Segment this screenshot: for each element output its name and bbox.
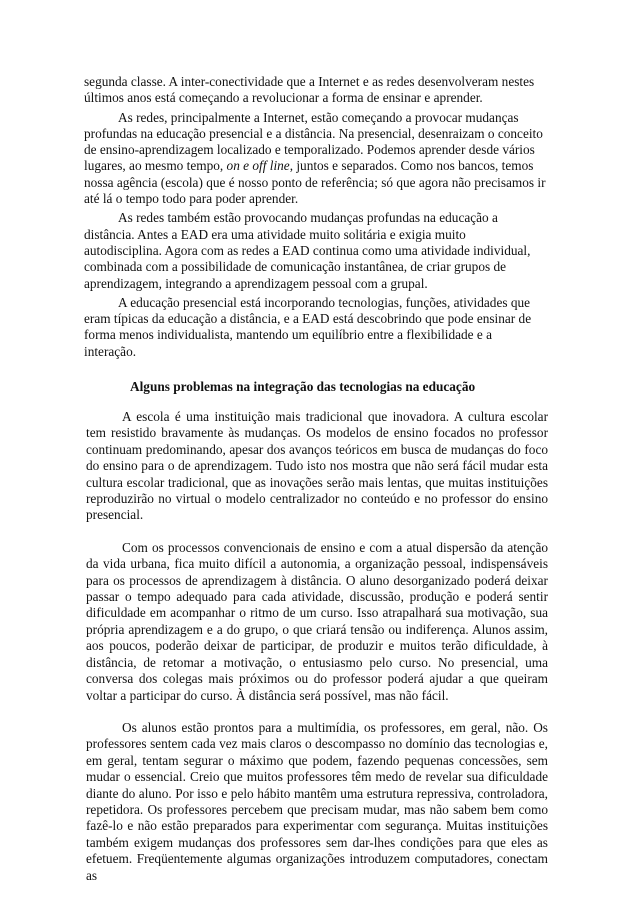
paragraph-text: As redes, principalmente a Internet, estão começando a provocar mudanças profundas na educação presencial e a distância. Na presencial, desenraizam o conceito de ensino-aprendizagem localizado e temporalizado. Podemos aprender desde vários lugares, ao mesmo tempo, bbox=[84, 109, 543, 174]
section-heading: Alguns problemas na integração das tecnologias na educação bbox=[130, 379, 476, 394]
paragraph-distance-education: As redes também estão provocando mudanças profundas na educação a distância. Antes a EAD era uma atividade muito solitária e exigia muito autodisciplina. Agora com as redes a EAD continua como uma atividade individual, combinada com a possibilidade de comunicação instantânea, de criar grupos de aprendizagem, integrando a aprendizagem pessoal com a grupal. bbox=[84, 210, 531, 291]
paragraph-school-culture: A escola é uma instituição mais tradicional que inovadora. A cultura escolar tem resistido bravamente às mudanças. Os modelos de ensino focados no professor continuam predominando, apesar dos avanços teóricos em busca de mudanças do foco do ensino para o de aprendizagem. Tudo isto nos mostra que não será fácil mudar esta cultura escolar tradicional, que as inovações serão mais lentas, que muitas instituições reproduzirão no virtual o modelo centralizador no conteúdo e no professor do ensino presencial. bbox=[86, 409, 548, 523]
section-problems bbox=[86, 409, 548, 900]
section-intro bbox=[84, 74, 546, 363]
paragraph-student-autonomy: Com os processos convencionais de ensino e com a atual dispersão da atenção da vida urbana, fica muito difícil a autonomia, a organização pessoal, indispensáveis para os processos de aprendizagem à distância. O aluno desorganizado poderá deixar passar o tempo adequado para cada atividade, discussão, produção e poderá sentir dificuldade em acompanhar o ritmo de um curso. Isso atrapalhará sua motivação, sua própria aprendizagem e a do grupo, o que criará tensão ou indiferença. Alunos assim, aos poucos, poderão deixar de participar, de produzir e muitos terão dificuldade, à distância, de retomar a motivação, o entusiasmo pelo curso. No presencial, uma conversa dos colegas mais próximos ou do professor poderá ajudar a que queiram voltar a participar do curso. À distância será possível, mas não fácil. bbox=[86, 539, 548, 703]
paragraph-text: , juntos e separados. Como nos bancos, temos nossa agência (escola) que é nosso ponto de referência; só que agora não precisamos ir até lá o tempo todo para poder aprender. bbox=[84, 158, 546, 207]
paragraph-presential-education: A educação presencial está incorporando tecnologias, funções, atividades que eram típicas da educação a distância, e a EAD está descobrindo que pode ensinar de forma menos individualista, mantendo um equilíbrio entre a flexibilidade e a interação. bbox=[84, 294, 532, 359]
paragraph-continuation: segunda classe. A inter-conectividade que a Internet e as redes desenvolveram nestes últimos anos está começando a revolucionar a forma de ensinar e aprender. bbox=[84, 74, 535, 106]
italic-phrase: on e off line bbox=[226, 158, 290, 174]
paragraph-networks bbox=[84, 110, 546, 208]
paragraph-teachers: Os alunos estão prontos para a multimídia, os professores, em geral, não. Os professores sentem cada vez mais claros o descompasso no domínio das tecnologias e, em geral, tentam segurar o máximo que podem, fazendo pequenas concessões, sem mudar o essencial. Creio que muitos professores têm medo de revelar sua dificuldade diante do aluno. Por isso e pelo hábito mantêm uma estrutura repressiva, controladora, repetidora. Os professores percebem que precisam mudar, mas não sabem bem como fazê-lo e não estão preparados para experimentar com segurança. Muitas instituições também exigem mudanças dos professores sem dar-lhes condições para que eles as efetuem. Freqüentemente algumas organizações introduzem computadores, conectam as bbox=[86, 719, 548, 883]
